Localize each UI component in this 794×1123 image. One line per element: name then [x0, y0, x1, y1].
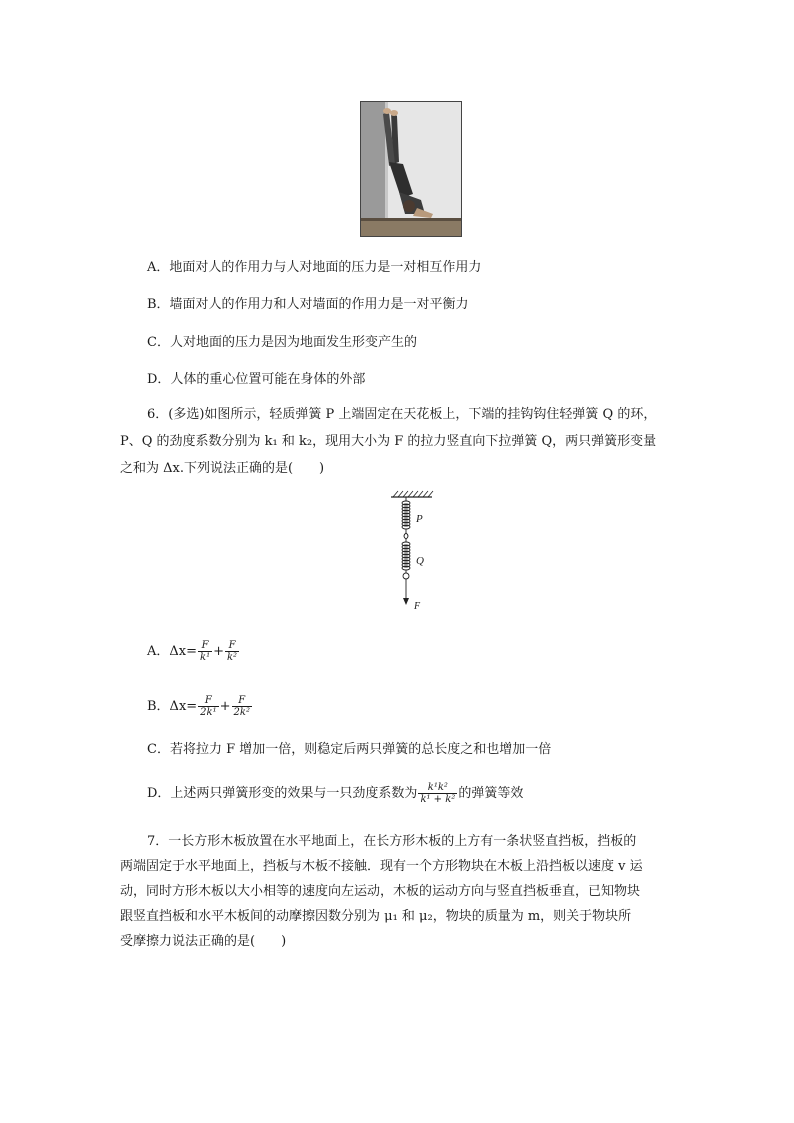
q6-stem-line3: 之和为 Δx.下列说法正确的是( ) — [120, 461, 325, 476]
q6-option-a-prefix: A．Δx= — [147, 644, 198, 659]
q6-stem-line2: P、Q 的劲度系数分别为 k₁ 和 k₂，现用大小为 F 的拉力竖直向下拉弹簧 Q，两只弹簧形变量 — [120, 434, 657, 449]
q6-option-b — [147, 695, 253, 718]
q5-option-d: D．人体的重心位置可能在身体的外部 — [147, 372, 366, 387]
q5-option-a: A．地面对人的作用力与人对地面的压力是一对相互作用力 — [147, 260, 482, 275]
q5-option-c: C．人对地面的压力是因为地面发生形变产生的 — [147, 335, 417, 350]
plus-sign: + — [213, 644, 224, 659]
spring-label-q: Q — [416, 555, 424, 567]
spring-label-p: P — [416, 513, 423, 525]
fraction: $\frac{F}{\text{k²}}$ — [227, 640, 238, 663]
spring-diagram — [388, 488, 438, 613]
handstand-photo — [360, 101, 462, 237]
fraction: $\frac{F}{\text{2k²}}$ — [233, 695, 250, 718]
fraction: $\frac{F}{\text{2k¹}}$ — [200, 695, 217, 718]
plus-sign: + — [219, 699, 231, 714]
fraction: $\frac{F}{\text{k¹}}$ — [200, 640, 211, 663]
q5-option-b: B．墙面对人的作用力和人对墙面的作用力是一对平衡力 — [147, 297, 469, 312]
q6-option-d-suffix: 的弹簧等效 — [458, 786, 524, 801]
q7-stem-line5: 受摩擦力说法正确的是( ) — [120, 934, 287, 949]
force-label-f: F — [414, 601, 421, 612]
q7-stem-line2: 两端固定于水平地面上，挡板与木板不接触．现有一个方形物块在木板上沿挡板以速度 v 运 — [120, 859, 643, 874]
q6-option-a — [147, 640, 240, 663]
fraction: $\frac{\text{k¹k²}}{\text{k¹ + k²}}$ — [420, 782, 456, 805]
q6-option-c: C．若将拉力 F 增加一倍，则稳定后两只弹簧的总长度之和也增加一倍 — [147, 742, 552, 757]
q7-stem-line3: 动，同时方形木板以大小相等的速度向左运动，木板的运动方向与竖直挡板垂直，已知物块 — [120, 884, 641, 899]
q6-option-d — [147, 782, 523, 805]
q6-option-d-prefix: D．上述两只弹簧形变的效果与一只劲度系数为 — [147, 786, 418, 801]
q7-stem-line1: 7．一长方形木板放置在水平地面上，在长方形木板的上方有一条状竖直挡板，挡板的 — [147, 834, 637, 849]
q7-stem-line4: 跟竖直挡板和水平木板间的动摩擦因数分别为 μ₁ 和 μ₂，物块的质量为 m，则关于物块所 — [120, 909, 632, 924]
q6-option-b-prefix: B．Δx= — [147, 699, 198, 714]
q6-stem-line1: 6．(多选)如图所示，轻质弹簧 P 上端固定在天花板上，下端的挂钩钩住轻弹簧 Q 的环， — [147, 407, 657, 422]
